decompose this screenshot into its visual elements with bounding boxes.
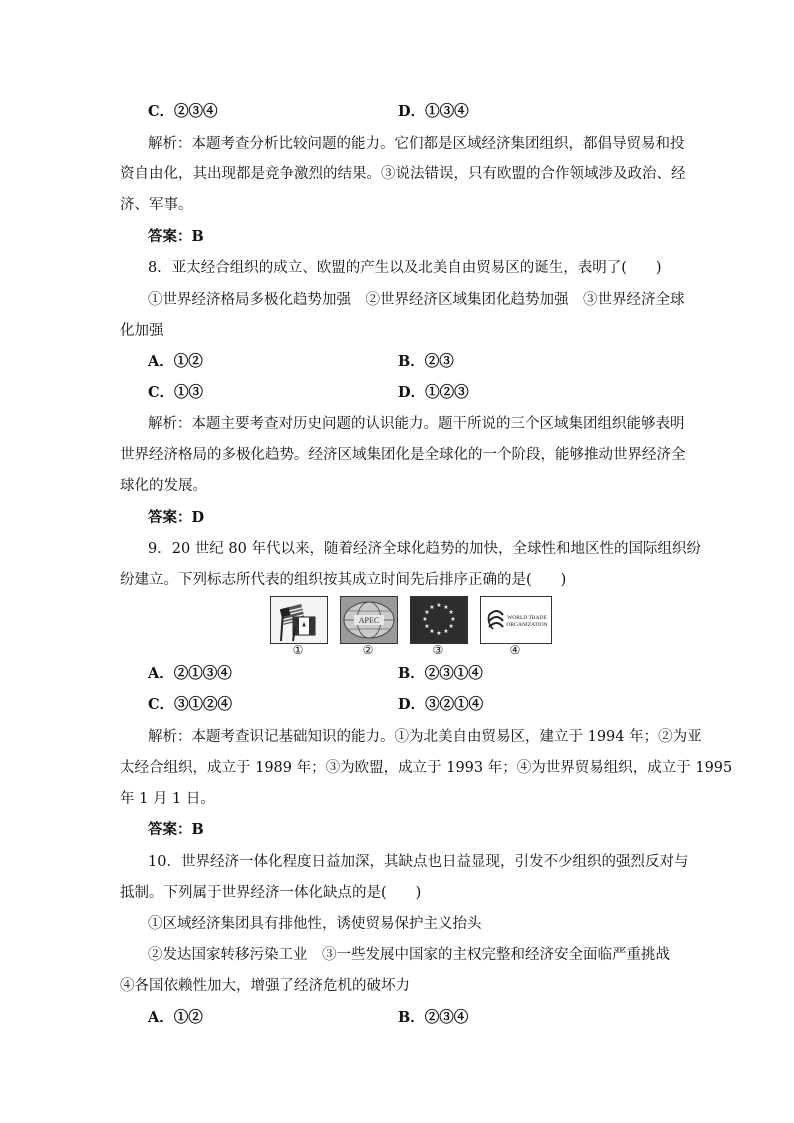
flags-icon [271, 597, 327, 643]
svg-text:★: ★ [424, 609, 430, 616]
q8-option-a[interactable]: A．①② [148, 353, 203, 370]
eu-logo [410, 596, 468, 644]
svg-text:★: ★ [429, 628, 435, 636]
svg-text:★: ★ [443, 628, 449, 636]
svg-text:★: ★ [450, 616, 456, 623]
wto-logo [480, 596, 552, 644]
svg-text:★: ★ [448, 609, 454, 616]
q9-option-b[interactable]: B．②③①④ [398, 665, 483, 682]
q10-option-b[interactable]: B．②③④ [398, 1009, 469, 1026]
q10-item-1: ①区域经济集团具有排他性，诱使贸易保护主义抬头 [148, 916, 482, 932]
svg-text:★: ★ [422, 616, 428, 623]
q9-stem-line-2: 纷建立。下列标志所代表的组织按其成立时间先后排序正确的是( ) [120, 572, 567, 588]
org-logos [270, 596, 552, 658]
wto-text-line-1: WORLD TRADE [507, 615, 547, 621]
q10-item-2-3: ②发达国家转移污染工业 ③一些发展中国家的主权完整和经济安全面临严重挑战 [148, 947, 670, 963]
q9-option-c[interactable]: C．③①②④ [148, 696, 233, 713]
q8-option-d[interactable]: D．①②③ [398, 384, 469, 401]
svg-text:★: ★ [448, 623, 454, 630]
q8-option-b[interactable]: B．②③ [398, 353, 454, 370]
wto-emblem-icon [481, 597, 551, 643]
q8-analysis-line-2: 世界经济格局的多极化趋势。经济区域集团化是全球化的一个阶段，能够推动世界经济全 [120, 447, 686, 463]
logo-caption-1: ① [292, 643, 304, 657]
q9-analysis-line-2: 太经合组织，成立于 1989 年；③为欧盟，成立于 1993 年；④为世界贸易组织，成立于 1995 [120, 760, 733, 776]
stars-circle-icon [411, 597, 467, 643]
svg-text:★: ★ [436, 630, 442, 637]
logo-caption-2: ② [362, 643, 374, 657]
svg-text:★: ★ [424, 623, 430, 630]
globe-icon [341, 597, 397, 643]
svg-text:★: ★ [436, 602, 442, 609]
q8-item-line-1: ①世界经济格局多极化趋势加强 ②世界经济区域集团化趋势加强 ③世界经济全球 [148, 292, 685, 308]
q7-option-c[interactable]: C．②③④ [148, 103, 218, 120]
q7-analysis-line-1: 解析：本题考查分析比较问题的能力。它们都是区域经济集团组织，都倡导贸易和投 [148, 136, 685, 152]
svg-text:★: ★ [443, 603, 449, 611]
apec-logo [340, 596, 398, 644]
q8-item-line-2: 化加强 [120, 323, 164, 339]
q9-stem-line-1: 9．20 世纪 80 年代以来，随着经济全球化趋势的加快，全球性和地区性的国际组织纷 [148, 541, 701, 557]
q10-stem-line-2: 抵制。下列属于世界经济一体化缺点的是( ) [120, 885, 422, 901]
q8-stem: 8．亚太经合组织的成立、欧盟的产生以及北美自由贸易区的诞生，表明了( ) [148, 260, 662, 276]
q7-option-d[interactable]: D．①③④ [398, 103, 469, 120]
q9-analysis-line-3: 年 1 月 1 日。 [120, 791, 215, 807]
q8-answer: 答案：D [148, 509, 205, 526]
q9-option-a[interactable]: A．②①③④ [148, 665, 232, 682]
q9-analysis-line-1: 解析：本题考查识记基础知识的能力。①为北美自由贸易区，建立于 1994 年；②为亚 [148, 729, 702, 745]
apec-logo-text: APEC [358, 616, 380, 625]
q8-option-c[interactable]: C．①③ [148, 384, 204, 401]
wto-text-line-2: ORGANIZATION [506, 622, 548, 628]
q10-stem-line-1: 10．世界经济一体化程度日益加深，其缺点也日益显现，引发不少组织的强烈反对与 [148, 854, 689, 870]
q10-item-4: ④各国依赖性加大，增强了经济危机的破坏力 [120, 978, 410, 994]
q9-option-d[interactable]: D．③②①④ [398, 696, 484, 713]
q7-analysis-line-2: 资自由化，其出现都是竞争激烈的结果。③说法错误，只有欧盟的合作领域涉及政治、经 [120, 166, 686, 182]
q10-option-a[interactable]: A．①② [148, 1009, 203, 1026]
q8-analysis-line-3: 球化的发展。 [120, 478, 207, 494]
q7-answer: 答案：B [148, 228, 204, 245]
q7-analysis-line-3: 济、军事。 [120, 197, 193, 213]
logo-caption-4: ④ [509, 643, 521, 657]
q8-analysis-line-1: 解析：本题主要考查对历史问题的认识能力。题干所说的三个区域集团组织能够表明 [148, 416, 685, 432]
nafta-logo [270, 596, 328, 644]
svg-text:★: ★ [429, 603, 435, 611]
logo-caption-3: ③ [432, 643, 444, 657]
q9-answer: 答案：B [148, 821, 204, 838]
